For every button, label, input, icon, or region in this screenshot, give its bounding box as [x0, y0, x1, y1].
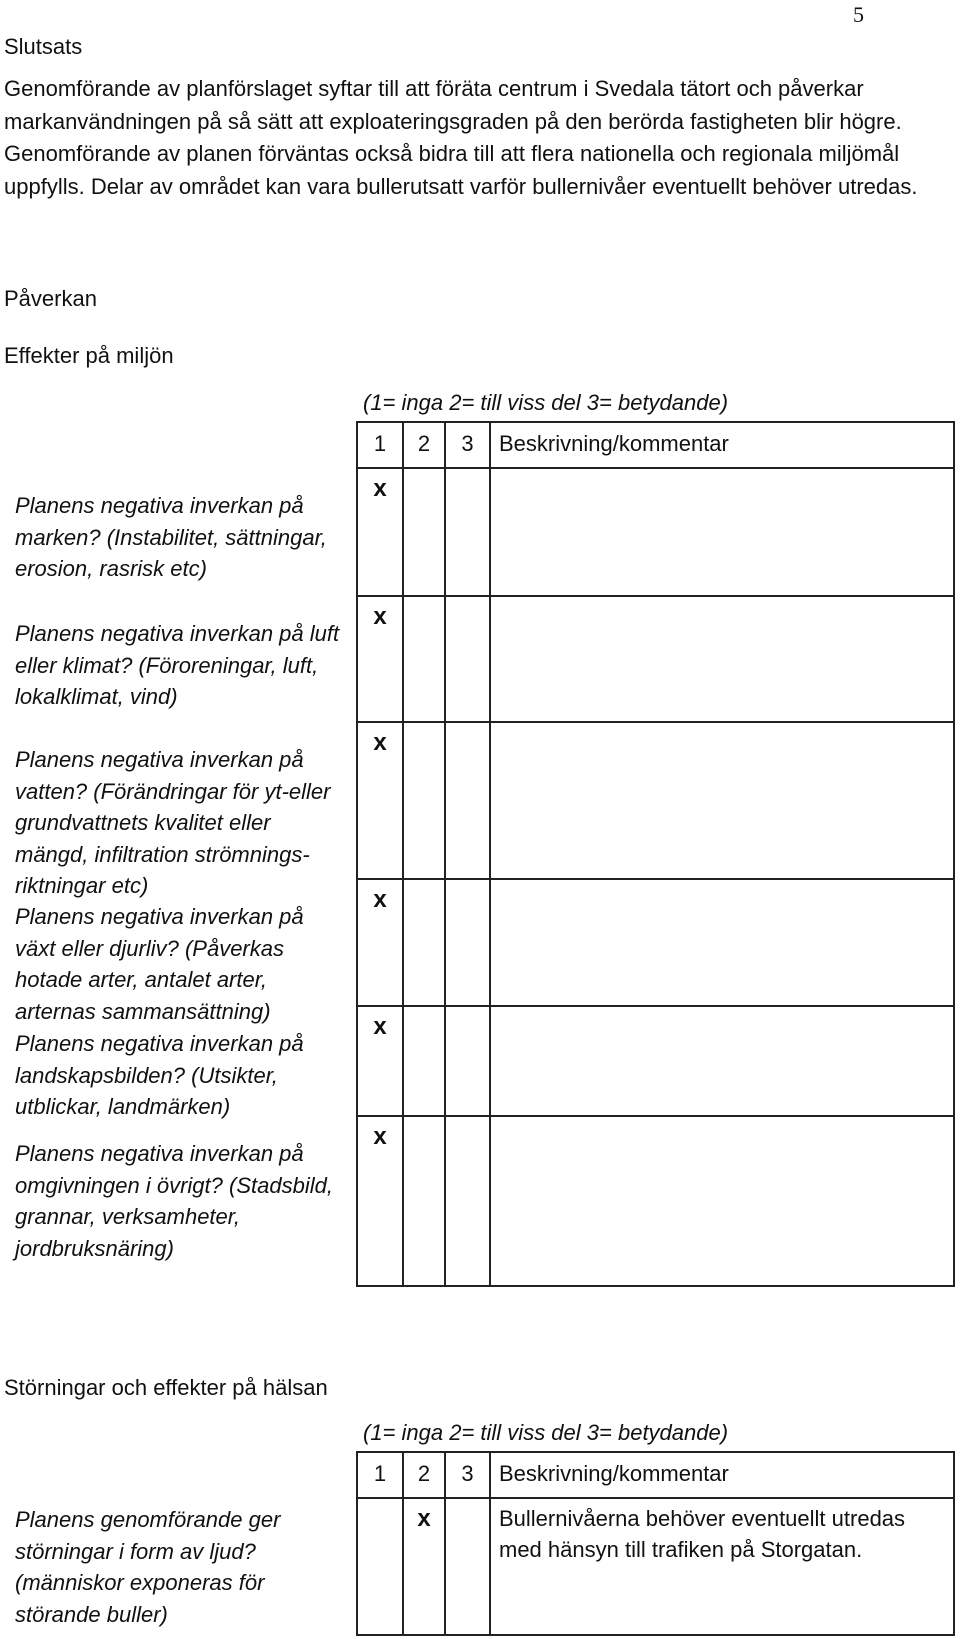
column-header-3: 3 — [444, 423, 489, 467]
comment-cell — [489, 1007, 953, 1115]
health-table — [356, 1451, 955, 1636]
question-surroundings: Planens negativa inverkan på omgivningen i övrigt? (Stadsbild, grannar, verksamheter, jordbruksnäring) — [15, 1141, 333, 1261]
column-header-comment: Beskrivning/kommentar — [489, 1453, 953, 1497]
column-header-1: 1 — [373, 431, 387, 456]
rating-2-cell — [402, 1007, 444, 1115]
table-header-row — [358, 423, 953, 467]
column-header-2: 2 — [402, 423, 444, 467]
question-air-climate: Planens negativa inverkan på luft eller klimat? (Föroreningar, luft, lokalklimat, vind) — [15, 621, 340, 709]
rating-1-cell: x — [373, 603, 387, 630]
question-flora-fauna: Planens negativa inverkan på växt eller djurliv? (Påverkas hotade arter, antalet arter, arternas sammansättning) — [15, 904, 304, 1024]
summary-heading: Slutsats — [4, 34, 83, 59]
comment-cell: Bullernivåerna behöver eventuellt utredas med hänsyn till trafiken på Storgatan. — [489, 1499, 953, 1634]
rating-3-cell — [444, 597, 489, 721]
column-header-2: 2 — [402, 1453, 444, 1497]
comment-cell — [489, 1117, 953, 1285]
rating-1-cell: x — [373, 886, 387, 913]
comment-cell — [489, 723, 953, 878]
question-noise: Planens genomförande ger störningar i form av ljud? (människor exponeras för störande buller) — [15, 1507, 281, 1627]
question-ground: Planens negativa inverkan på marken? (Instabilitet, sättningar, erosion, rasrisk etc) — [15, 493, 327, 581]
rating-2-cell — [402, 1117, 444, 1285]
rating-2-cell — [402, 469, 444, 595]
rating-2-cell — [402, 880, 444, 1005]
column-header-3: 3 — [444, 1453, 489, 1497]
table-header-row — [358, 1453, 953, 1497]
comment-cell — [489, 597, 953, 721]
environment-heading: Effekter på miljön — [4, 343, 174, 368]
health-scale-legend: (1= inga 2= till viss del 3= betydande) — [363, 1420, 729, 1445]
rating-1-cell: x — [373, 1013, 387, 1040]
comment-cell — [489, 880, 953, 1005]
table-row — [358, 1005, 953, 1115]
page-number: 5 — [853, 2, 864, 27]
rating-3-cell — [444, 1499, 489, 1634]
rating-3-cell — [444, 1117, 489, 1285]
table-row — [358, 1115, 953, 1285]
summary-text: Genomförande av planförslaget syftar till att föräta centrum i Svedala tätort och påverkar markanvändningen på så sätt att exploateringsgraden på den berörda fastigheten blir högre. Genomförande av planen förväntas också bidra till att flera nationella och regionala miljömål uppfylls. Delar av området kan vara bullerutsatt varför bullernivåer eventuellt behöver utredas. — [4, 76, 918, 199]
question-landscape: Planens negativa inverkan på landskapsbilden? (Utsikter, utblickar, landmärken) — [15, 1031, 304, 1119]
rating-2-cell — [402, 723, 444, 878]
column-header-comment: Beskrivning/kommentar — [489, 423, 953, 467]
rating-3-cell — [444, 469, 489, 595]
rating-1-cell: x — [373, 475, 387, 502]
rating-1-cell — [358, 1499, 402, 1634]
question-water: Planens negativa inverkan på vatten? (Förändringar för yt-eller grundvattnets kvalitet eller mängd, infiltration strömnings-riktningar etc) — [15, 747, 331, 898]
table-row — [358, 878, 953, 1005]
table-row — [358, 1497, 953, 1634]
rating-2-cell: x — [402, 1499, 444, 1634]
table-row — [358, 467, 953, 595]
impact-heading: Påverkan — [4, 286, 97, 311]
table-row — [358, 595, 953, 721]
environment-table — [356, 421, 955, 1287]
rating-3-cell — [444, 880, 489, 1005]
table-row — [358, 721, 953, 878]
rating-1-cell: x — [373, 729, 387, 756]
rating-2-cell — [402, 597, 444, 721]
environment-scale-legend: (1= inga 2= till viss del 3= betydande) — [363, 390, 729, 415]
health-heading: Störningar och effekter på hälsan — [4, 1375, 328, 1400]
rating-3-cell — [444, 1007, 489, 1115]
rating-1-cell: x — [373, 1123, 387, 1150]
rating-3-cell — [444, 723, 489, 878]
comment-cell — [489, 469, 953, 595]
column-header-1: 1 — [373, 1461, 387, 1486]
